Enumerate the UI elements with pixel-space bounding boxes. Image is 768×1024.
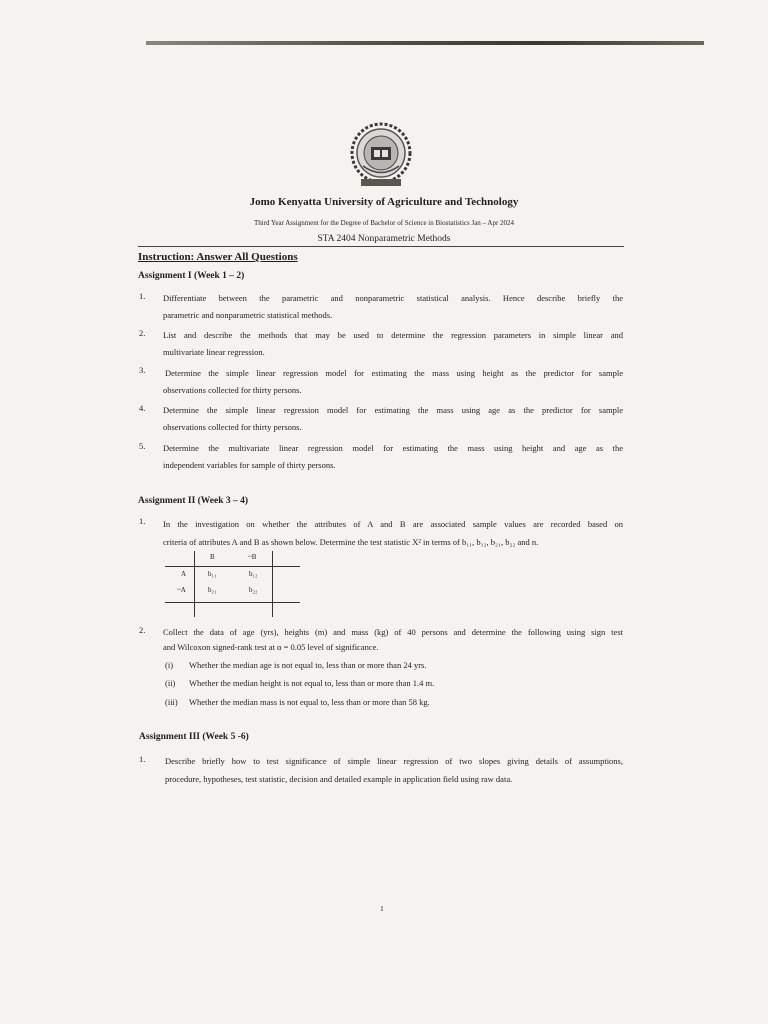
question-number: 2. [139,328,146,338]
question-text: Describe briefly how to test significance of simple linear regression of two slopes giving details of assumptions, [165,756,623,766]
subquestion-text: Whether the median height is not equal to, less than or more than 1.4 m. [189,678,435,688]
question-text: criteria of attributes A and B as shown below. Determine the test statistic X² in terms of b₁₁, b₁₂, b₂₁, b₂₂ and n. [163,537,539,547]
scan-edge-bar [146,41,704,45]
subquestion-number: (i) [165,660,174,670]
header-divider [138,246,624,247]
question-number: 2. [139,625,146,635]
assignment-2-heading: Assignment II (Week 3 – 4) [138,496,249,506]
question-number: 5. [139,441,146,451]
table-row-a: A [181,570,187,578]
question-text: List and describe the methods that may be used to determine the regression parameters in simple linear and [163,330,623,340]
question-number: 1. [139,291,146,301]
subquestion-number: (iii) [165,697,178,707]
question-text: Determine the simple linear regression model for estimating the mass using age as the predictor for sample [163,405,623,415]
question-text: and Wilcoxon signed-rank test at α = 0.05 level of significance. [163,642,379,652]
question-text: parametric and nonparametric statistical methods. [163,310,333,320]
table-cell-b12: b₁₂ [249,570,258,578]
question-number: 1. [139,516,146,526]
course-title: STA 2404 Nonparametric Methods [317,234,451,244]
degree-subtitle: Third Year Assignment for the Degree of Bachelor of Science in Biostatistics Jan – Apr 2024 [253,219,515,227]
question-text: independent variables for sample of thirty persons. [163,460,336,470]
table-header-not-b: ~B [248,553,257,561]
question-number: 1. [139,754,146,764]
table-cell-b22: b₂₂ [249,586,258,594]
question-text: Collect the data of age (yrs), heights (m) and mass (kg) of 40 persons and determine the following using sign test [163,627,623,637]
question-text: procedure, hypotheses, test statistic, decision and detailed example in application field using raw data. [165,774,513,784]
question-number: 4. [139,403,146,413]
assignment-3-heading: Assignment III (Week 5 -6) [139,732,249,742]
subquestion-text: Whether the median age is not equal to, less than or more than 24 yrs. [189,660,427,670]
table-cell-b21: b₂₁ [208,586,217,594]
question-text: Differentiate between the parametric and nonparametric statistical analysis. Hence describe briefly the [163,293,623,303]
question-number: 3. [139,365,146,375]
page-number: 1 [380,904,384,913]
instruction-heading: Instruction: Answer All Questions [138,251,298,263]
question-text: observations collected for thirty persons. [163,385,302,395]
university-seal-logo [349,121,413,189]
question-text: Determine the multivariate linear regression model for estimating the mass using height and age as the [163,443,623,453]
table-cell-b11: b₁₁ [208,570,217,578]
university-name: Jomo Kenyatta University of Agriculture and Technology [249,196,519,208]
question-text: In the investigation on whether the attributes of A and B are associated sample values are recorded based on [163,519,623,529]
table-header-b: B [210,553,215,561]
subquestion-text: Whether the median mass is not equal to, less than or more than 58 kg. [189,697,430,707]
assignment-1-heading: Assignment I (Week 1 – 2) [138,271,245,281]
question-text: observations collected for thirty persons. [163,422,302,432]
table-row-not-a: ~A [177,586,186,594]
question-text: multivariate linear regression. [163,347,265,357]
subquestion-number: (ii) [165,678,176,688]
question-text: Determine the simple linear regression model for estimating the mass using height as the predictor for sample [165,368,623,378]
